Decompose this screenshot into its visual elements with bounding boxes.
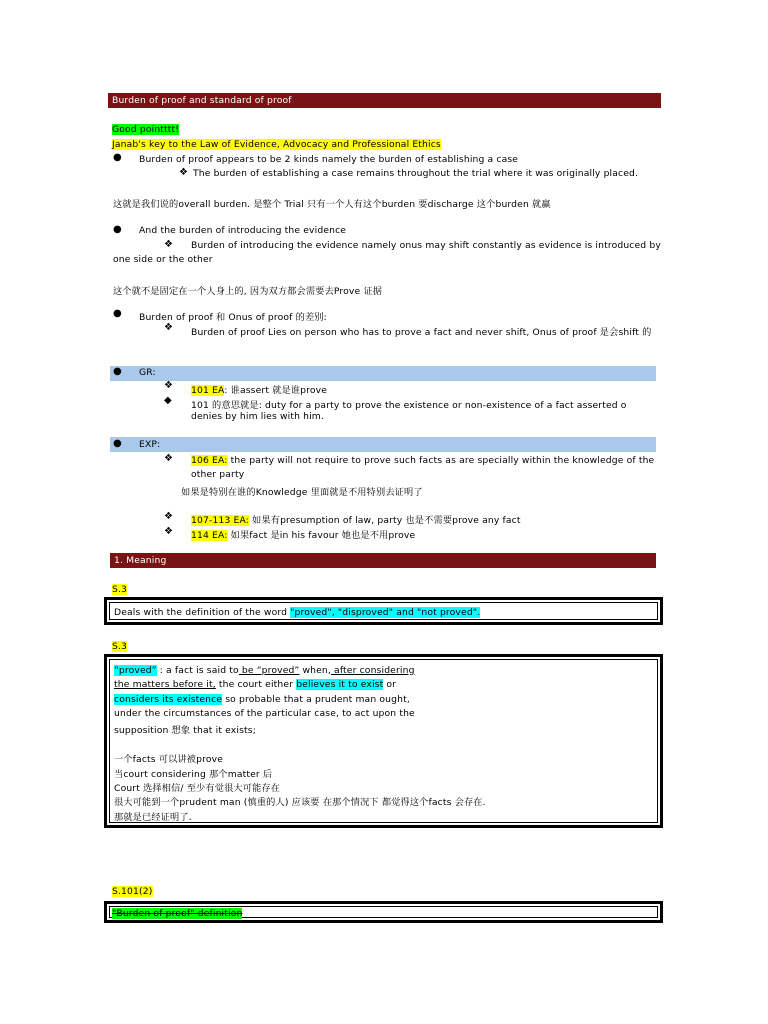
section-label-s3: S.3	[112, 584, 128, 595]
good-point-note: Good pointttt!	[112, 124, 180, 135]
black-diamond-icon: ◆	[164, 395, 172, 406]
section-label-s3: S.3	[112, 641, 128, 652]
gr-highlight-bar	[110, 366, 656, 381]
sub-bullet-text-2-line1: Burden of introducing the evidence namely onus may shift constantly as evidence is introduced by	[191, 240, 661, 251]
definition-box-3-text: "Burden of proof" definition	[112, 908, 243, 919]
box2-line-4: under the circumstances of the particular case, to act upon the	[114, 708, 415, 719]
bullet-icon: ●	[113, 438, 122, 449]
exp-item-1-line2: other party	[191, 469, 245, 480]
box2-line-5: supposition 想象 that it exists;	[114, 725, 256, 736]
exp-highlight-bar	[110, 437, 656, 452]
section-label-s101: S.101(2)	[112, 886, 153, 897]
bullet-icon: ●	[113, 224, 122, 235]
chinese-note-1: 这就是我们说的overall burden. 是整个 Trial 只有一个人有这个burden 要discharge 这个burden 就赢	[113, 199, 551, 210]
exp-item-3: 114 EA: 如果fact 是in his favour 她也是不用prove	[191, 530, 416, 541]
definition-box-2	[104, 654, 663, 828]
meaning-header-title: 1. Meaning	[114, 555, 167, 566]
box2-line-1: “proved” : a fact is said to be “proved” when, after considering	[114, 665, 415, 676]
gr-label: GR:	[139, 367, 156, 378]
gr-item-1: 101 EA: 谁assert 就是谁prove	[191, 385, 328, 396]
section-header-title: Burden of proof and standard of proof	[112, 95, 292, 106]
janab-reference: Janab's key to the Law of Evidence, Advocacy and Professional Ethics	[112, 139, 441, 150]
four-diamond-icon: ❖	[164, 380, 174, 391]
four-diamond-icon: ❖	[164, 239, 174, 250]
four-diamond-icon: ❖	[164, 526, 174, 537]
bullet-icon: ●	[113, 366, 122, 377]
sub-bullet-text-1: The burden of establishing a case remains throughout the trial where it was originally placed.	[193, 168, 639, 179]
bullet-text-2: And the burden of introducing the evidence	[139, 225, 347, 236]
gr-item-2-line2: denies by him lies with him.	[191, 411, 324, 422]
meaning-header-bar	[110, 553, 656, 568]
exp-label: EXP:	[139, 439, 161, 450]
four-diamond-icon: ❖	[164, 453, 174, 464]
definition-box-1	[104, 597, 663, 625]
bullet-text-3: Burden of proof 和 Onus of proof 的差别:	[139, 312, 327, 323]
four-diamond-icon: ❖	[179, 167, 189, 178]
bullet-icon: ●	[113, 152, 122, 163]
chinese-note-2: 这个就不是固定在一个人身上的, 因为双方都会需要去Prove 证据	[113, 286, 383, 297]
exp-item-1: 106 EA: the party will not require to prove such facts as are specially within the knowledge of the	[191, 455, 655, 466]
exp-item-1-chinese: 如果是特别在谁的Knowledge 里面就是不用特别去证明了	[181, 487, 423, 498]
box2-chinese-5: 那就是已经证明了.	[114, 812, 192, 823]
box2-line-3: considers its existence so probable that a prudent man ought,	[114, 694, 410, 705]
box2-chinese-4: 很大可能到一个prudent man (慎重的人) 应该要 在那个情况下 都觉得这个facts 会存在.	[114, 797, 486, 808]
exp-item-2: 107-113 EA: 如果有presumption of law, party 也是不需要prove any fact	[191, 515, 521, 526]
four-diamond-icon: ❖	[164, 322, 174, 333]
definition-box-1-text: Deals with the definition of the word "proved", "disproved" and "not proved".	[114, 607, 481, 618]
bullet-icon: ●	[113, 308, 122, 319]
sub-bullet-text-3: Burden of proof Lies on person who has to prove a fact and never shift, Onus of proof 是会shift 的	[191, 327, 652, 338]
sub-bullet-text-2-line2: one side or the other	[113, 254, 213, 265]
box2-chinese-3: Court 选择相信/ 至少有觉很大可能存在	[114, 783, 281, 794]
box2-chinese-2: 当court considering 那个matter 后	[114, 769, 273, 780]
box2-line-2: the matters before it, the court either believes it to exist or	[114, 679, 397, 690]
four-diamond-icon: ❖	[164, 511, 174, 522]
box2-chinese-1: 一个facts 可以讲被prove	[114, 754, 224, 765]
bullet-text-1: Burden of proof appears to be 2 kinds namely the burden of establishing a case	[139, 154, 519, 165]
section-header-bar	[108, 93, 661, 108]
definition-box-3	[104, 901, 663, 923]
gr-item-2-line1: 101 的意思就是: duty for a party to prove the existence or non-existence of a fact asserted o	[191, 400, 627, 411]
